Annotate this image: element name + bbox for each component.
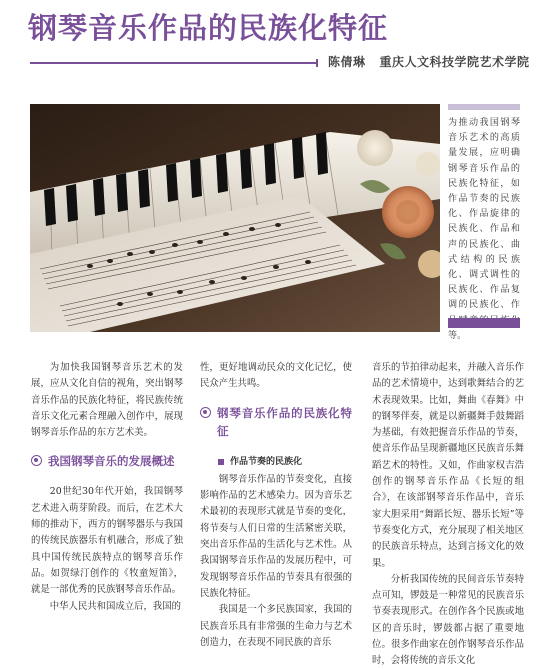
intro-paragraph: 为加快我国钢琴音乐艺术的发展，应从文化自信的视角，突出钢琴音乐作品的民族化特征，将民族传统音乐文化元素合理融入创作中，展现钢琴音乐作品的东方艺术美。 xyxy=(31,362,183,439)
article-title: 钢琴音乐作品的民族化特征 xyxy=(28,11,389,45)
subsection-heading xyxy=(200,454,352,470)
paragraph: 分析我国传统的民间音乐节奏特点可知，锣鼓是一种常见的民族音乐节奏表现形式。在创作各个民族或地区的音乐时，锣鼓都占据了重要地位。很多作曲家在创作钢琴音乐作品时，会将传统的音乐文化 xyxy=(372,573,524,667)
abstract-bottom-bar xyxy=(448,318,520,328)
abstract-top-bar xyxy=(448,104,520,110)
column-right xyxy=(372,360,524,670)
author-name: 陈倩琳 xyxy=(328,55,366,69)
paragraph: 20世纪30年代开始，我国钢琴艺术进入萌芽阶段。而后，在艺术大师的推动下，西方的钢琴器乐与我国的传统民族器乐有机融合，形成了独具中国传统民族特点的钢琴音乐作品。如贺绿汀创作的《牧童短笛》，就是一部优秀的民族钢琴音乐作品。 xyxy=(31,486,183,596)
author-affiliation: 重庆人文科技学院艺术学院 xyxy=(379,55,530,69)
square-bullet-icon xyxy=(218,459,224,465)
paragraph-continued: 性，更好地调动民众的文化记忆，使民众产生共鸣。 xyxy=(200,362,352,390)
author-divider xyxy=(30,62,316,64)
section-heading-2 xyxy=(200,404,352,440)
byline xyxy=(328,53,530,70)
column-middle xyxy=(200,360,352,651)
section-heading-1 xyxy=(31,452,183,470)
section-title: 我国钢琴音乐的发展概述 xyxy=(48,454,175,469)
circle-dot-icon xyxy=(31,455,42,466)
paragraph-continued: 音乐的节拍律动起来，并融入音乐作品的艺术情境中，达到歌舞结合的艺术表现效果。比如，舞曲《春舞》中的钢琴伴奏，就是以新疆舞手鼓舞蹈为基础，有效把握音乐作品的节奏，使音乐作品呈现新疆地区民族音乐舞蹈艺术的特性。又如，作曲家权吉浩创作的钢琴音乐作品《长短的组合》，在该部钢琴音乐作品中，音乐家大胆采用“舞蹈长短、器乐长短”等节奏变化方式，充分展现了相关地区的民族音乐特点，达到言扬文化的效果。 xyxy=(372,362,524,569)
piano-sheet-music-photo xyxy=(30,104,440,332)
circle-dot-icon xyxy=(200,407,211,418)
column-left xyxy=(31,360,183,615)
paragraph: 我国是一个多民族国家，我国的民族音乐具有非常强的生命力与艺术创造力，在表现不同民族的音乐 xyxy=(200,604,352,648)
subsection-title: 作品节奏的民族化 xyxy=(230,456,303,467)
abstract-text: 为推动我国钢琴音乐艺术的高质量发展，应明确钢琴音乐作品的民族化特征，如作品节奏的民族化、作品旋律的民族化、作品和声的民族化、曲式结构的民族化、调式调性的民族化、作品复调的民族化、作 等。 xyxy=(448,118,520,341)
section-title: 钢琴音乐作品的民族化特征 xyxy=(217,405,352,438)
paragraph: 中华人民共和国成立后，我国的 xyxy=(49,600,182,612)
paragraph: 钢琴音乐作品的节奏变化，直接影响作品的艺术感染力。因为音乐艺术最初的表现形式就是节奏的变化，将节奏与人们日常的生活紧密关联，突出音乐作品的生活化与艺术性。从我国钢琴音乐作品的发展历程中，可发现钢琴音乐作品的节奏具有很强的民族化特征。 xyxy=(200,473,352,599)
